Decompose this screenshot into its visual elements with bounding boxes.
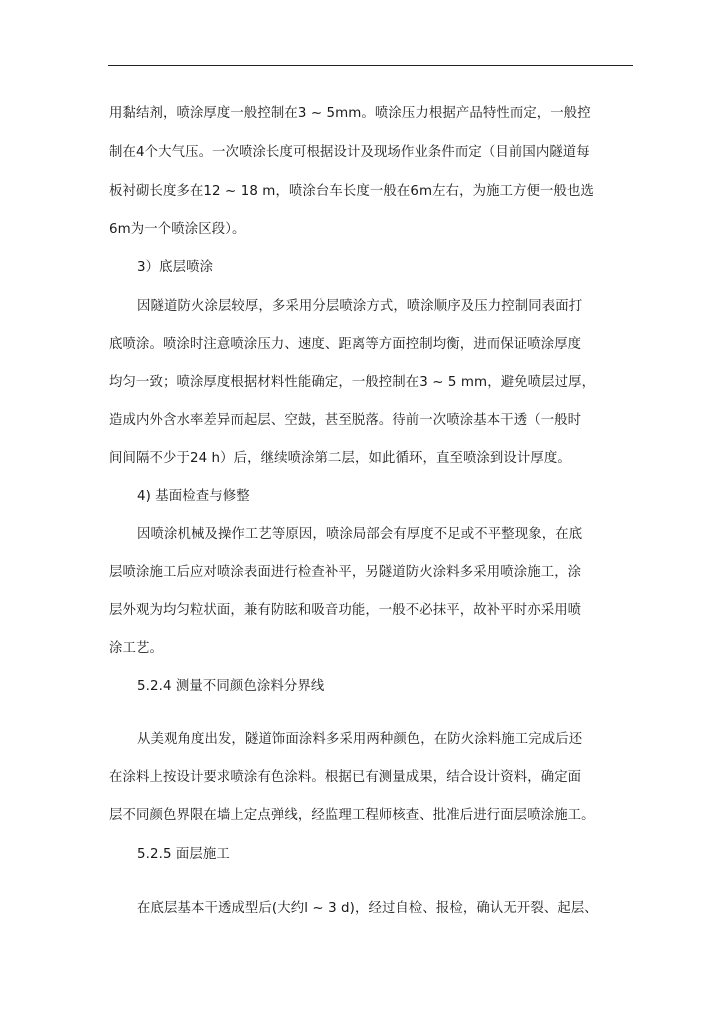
header-rule: [108, 65, 633, 66]
text-line-19: 层不同颜色界限在墙上定点弹线，经监理工程师核查、批准后进行面层喷涂施工。: [109, 808, 595, 823]
text-line-18: 在涂料上按设计要求喷涂有色涂料。根据已有测量成果，结合设计资料，确定面: [109, 770, 582, 785]
text-line-21: 在底层基本干透成型后(大约l ~ 3 d)，经过自检、报检，确认无开裂、起层、: [137, 901, 598, 916]
text-line-6: 因隧道防火涂层较厚，多采用分层喷涂方式，喷涂顺序及压力控制同表面打: [137, 299, 583, 314]
text-line-3: 板衬砌长度多在12 ~ 18 m，喷涂台车长度一般在6m左右，为施工方便一般也选: [109, 184, 595, 199]
section-heading-5-2-4: 5.2.4 测量不同颜色涂料分界线: [137, 679, 325, 694]
text-line-2: 制在4个大气压。一次喷涂长度可根据设计及现场作业条件而定（目前国内隧道每: [109, 145, 590, 160]
text-line-12: 因喷涂机械及操作工艺等原因，喷涂局部会有厚度不足或不平整现象，在底: [137, 527, 583, 542]
section-heading-5-2-5: 5.2.5 面层施工: [137, 847, 230, 862]
text-line-10: 间间隔不少于24 h）后，继续喷涂第二层，如此循环，直至喷涂到设计厚度。: [109, 451, 571, 466]
text-line-15: 涂工艺。: [109, 641, 163, 656]
text-line-8: 均匀一致；喷涂厚度根据材料性能确定，一般控制在3 ~ 5 mm，避免喷层过厚，: [109, 375, 596, 390]
section-heading-4: 4) 基面检查与修整: [137, 489, 250, 504]
section-heading-3: 3）底层喷涂: [137, 260, 214, 275]
text-line-14: 层外观为均匀粒状面，兼有防眩和吸音功能，一般不必抹平，故补平时亦采用喷: [109, 603, 582, 618]
text-line-1: 用黏结剂，喷涂厚度一般控制在3 ~ 5mm。喷涂压力根据产品特性而定，一般控: [109, 106, 591, 121]
text-line-7: 底喷涂。喷涂时注意喷涂压力、速度、距离等方面控制均衡，进而保证喷涂厚度: [109, 337, 582, 352]
text-line-13: 层喷涂施工后应对喷涂表面进行检查补平，另隧道防火涂料多采用喷涂施工，涂: [109, 565, 582, 580]
text-line-9: 造成内外含水率差异而起层、空鼓，甚至脱落。待前一次喷涂基本干透（一般时: [109, 413, 582, 428]
text-line-17: 从美观角度出发，隧道饰面涂料多采用两种颜色，在防火涂料施工完成后还: [137, 732, 583, 747]
text-line-4: 6m为一个喷涂区段）。: [109, 222, 246, 237]
